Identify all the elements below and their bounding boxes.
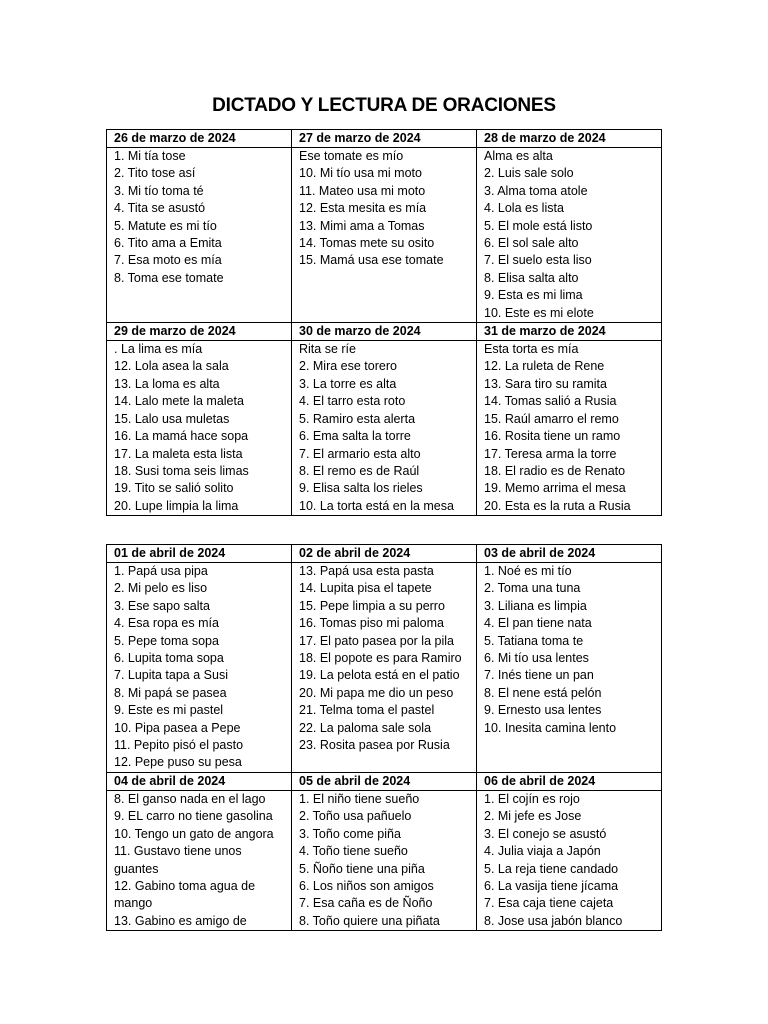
sentence-cell xyxy=(292,790,477,930)
sentence-line: 9. Esta es mi lima xyxy=(484,288,583,303)
sentence-line: 3. El conejo se asustó xyxy=(484,826,607,841)
date-header: 28 de marzo de 2024 xyxy=(477,130,662,148)
table-header-row xyxy=(107,772,662,790)
sentence-line: 6. Los niños son amigos xyxy=(299,878,434,893)
sentence-line: 4. Lola es lista xyxy=(484,201,564,216)
sentence-line: 6. Ema salta la torre xyxy=(299,429,411,444)
table-header-row xyxy=(107,323,662,341)
sentence-cell xyxy=(477,148,662,323)
sentence-line: 6. Lupita toma sopa xyxy=(114,651,224,666)
sentence-row xyxy=(107,148,662,323)
sentence-line: 16. Rosita tiene un ramo xyxy=(484,429,621,444)
sentence-line: 1. El cojín es rojo xyxy=(484,791,580,806)
sentence-line: 6. Tito ama a Emita xyxy=(114,236,222,251)
sentence-line: 7. Esa caña es de Ñoño xyxy=(299,896,433,911)
sentence-line: 19. La pelota está en el patio xyxy=(299,668,460,683)
sentence-line: 12. Gabino toma agua de mango xyxy=(114,878,256,911)
sentence-line: 8. Toño quiere una piñata xyxy=(299,913,440,928)
sentence-line: 15. Lalo usa muletas xyxy=(114,411,230,426)
sentence-cell xyxy=(477,790,662,930)
sentence-line: 20. Esta es la ruta a Rusia xyxy=(484,498,631,513)
sentence-line: 10. Pipa pasea a Pepe xyxy=(114,720,241,735)
dictation-table-march xyxy=(106,129,662,516)
sentence-line: 5. Matute es mi tío xyxy=(114,218,217,233)
sentence-line: 15. Pepe limpia a su perro xyxy=(299,598,445,613)
sentence-line: 4. Toño tiene sueño xyxy=(299,844,408,859)
sentence-row xyxy=(107,341,662,516)
sentence-line: 20. Lupe limpia la lima xyxy=(114,498,239,513)
sentence-line: 6. Mi tío usa lentes xyxy=(484,651,589,666)
sentence-line: 18. El radio es de Renato xyxy=(484,463,626,478)
date-header: 05 de abril de 2024 xyxy=(292,772,477,790)
sentence-line: Esta torta es mía xyxy=(484,342,579,357)
sentence-line: 7. Inés tiene un pan xyxy=(484,668,594,683)
sentence-line: 8. Toma ese tomate xyxy=(114,270,224,285)
sentence-row xyxy=(107,563,662,773)
sentence-line: 2. Mira ese torero xyxy=(299,359,397,374)
sentence-line: 5. Ramiro esta alerta xyxy=(299,411,416,426)
sentence-line: 9. Elisa salta los rieles xyxy=(299,481,423,496)
sentence-cell xyxy=(477,563,662,773)
sentence-line: 8. Elisa salta alto xyxy=(484,270,579,285)
sentence-line: 5. Ñoño tiene una piña xyxy=(299,861,425,876)
sentence-line: 7. Esa caja tiene cajeta xyxy=(484,896,614,911)
sentence-line: 11. Mateo usa mi moto xyxy=(299,183,426,198)
sentence-line: 12. Pepe puso su pesa xyxy=(114,755,242,770)
sentence-cell xyxy=(477,341,662,516)
sentence-line: 18. El popote es para Ramiro xyxy=(299,651,462,666)
sentence-line: 12. Lola asea la sala xyxy=(114,359,229,374)
sentence-line: 14. Tomas salió a Rusia xyxy=(484,394,617,409)
sentence-line: 3. Liliana es limpia xyxy=(484,598,587,613)
sentence-line: 3. La torre es alta xyxy=(299,376,397,391)
sentence-line: 3. Ese sapo salta xyxy=(114,598,210,613)
sentence-line: 7. El armario esta alto xyxy=(299,446,421,461)
sentence-line: 23. Rosita pasea por Rusia xyxy=(299,738,450,753)
date-header: 04 de abril de 2024 xyxy=(107,772,292,790)
sentence-line: 11. Gustavo tiene unos guantes xyxy=(114,844,242,876)
date-header: 29 de marzo de 2024 xyxy=(107,323,292,341)
sentence-line: 9. EL carro no tiene gasolina xyxy=(114,809,273,824)
sentence-line: 8. El nene está pelón xyxy=(484,685,602,700)
date-header: 02 de abril de 2024 xyxy=(292,545,477,563)
date-header: 26 de marzo de 2024 xyxy=(107,130,292,148)
sentence-cell xyxy=(292,148,477,323)
table-header-row xyxy=(107,545,662,563)
sentence-line: 4. El pan tiene nata xyxy=(484,616,592,631)
date-header: 06 de abril de 2024 xyxy=(477,772,662,790)
sentence-line: 17. La maleta esta lista xyxy=(114,446,243,461)
sentence-cell xyxy=(107,790,292,930)
sentence-line: 13. Mimi ama a Tomas xyxy=(299,218,425,233)
sentence-line: 2. Luis sale solo xyxy=(484,166,574,181)
sentence-line: 22. La paloma sale sola xyxy=(299,720,432,735)
date-header: 30 de marzo de 2024 xyxy=(292,323,477,341)
sentence-line: 1. Mi tía tose xyxy=(114,149,186,163)
sentence-row xyxy=(107,790,662,930)
sentence-line: 8. Jose usa jabón blanco xyxy=(484,913,623,928)
sentence-line: 9. Este es mi pastel xyxy=(114,703,224,718)
sentence-line: Ese tomate es mío xyxy=(299,149,404,163)
sentence-line: 9. Ernesto usa lentes xyxy=(484,703,602,718)
document-title: DICTADO Y LECTURA DE ORACIONES xyxy=(212,95,556,116)
sentence-line: 17. Teresa arma la torre xyxy=(484,446,617,461)
sentence-line: 5. El mole está listo xyxy=(484,218,593,233)
sentence-line: 10. Tengo un gato de angora xyxy=(114,826,274,841)
sentence-line: 5. Pepe toma sopa xyxy=(114,633,219,648)
table-header-row xyxy=(107,130,662,148)
date-header: 27 de marzo de 2024 xyxy=(292,130,477,148)
sentence-line: Alma es alta xyxy=(484,149,553,163)
sentence-line: 19. Tito se salió solito xyxy=(114,481,234,496)
sentence-line: 3. Mi tío toma té xyxy=(114,183,204,198)
sentence-line: 10. Este es mi elote xyxy=(484,305,594,320)
sentence-line: 12. La ruleta de Rene xyxy=(484,359,605,374)
sentence-line: 17. El pato pasea por la pila xyxy=(299,633,454,648)
date-header: 01 de abril de 2024 xyxy=(107,545,292,563)
sentence-line: 7. El suelo esta liso xyxy=(484,253,592,268)
sentence-line: 1. Noé es mi tío xyxy=(484,564,572,578)
sentence-line: 13. Gabino es amigo de xyxy=(114,913,247,928)
sentence-line: 2. Mi pelo es liso xyxy=(114,581,208,596)
sentence-line: 7. Esa moto es mía xyxy=(114,253,222,268)
sentence-cell xyxy=(292,563,477,773)
sentence-line: 4. Julia viaja a Japón xyxy=(484,844,601,859)
sentence-line: 5. Tatiana toma te xyxy=(484,633,584,648)
sentence-line: 15. Mamá usa ese tomate xyxy=(299,253,444,268)
sentence-line: 15. Raúl amarro el remo xyxy=(484,411,619,426)
sentence-line: 1. El niño tiene sueño xyxy=(299,791,420,806)
sentence-line: 21. Telma toma el pastel xyxy=(299,703,435,718)
sentence-line: 14. Lalo mete la maleta xyxy=(114,394,244,409)
sentence-line: 13. Papá usa esta pasta xyxy=(299,564,434,578)
sentence-line: 12. Esta mesita es mía xyxy=(299,201,427,216)
sentence-line: 14. Lupita pisa el tapete xyxy=(299,581,432,596)
sentence-line: 8. Mi papá se pasea xyxy=(114,685,227,700)
sentence-line: 6. El sol sale alto xyxy=(484,236,579,251)
sentence-line: 8. El remo es de Raúl xyxy=(299,463,420,478)
sentence-line: 14. Tomas mete su osito xyxy=(299,236,435,251)
sentence-line: Rita se ríe xyxy=(299,342,356,357)
sentence-line: 1. Papá usa pipa xyxy=(114,564,208,578)
sentence-line: 4. Tita se asustó xyxy=(114,201,206,216)
sentence-line: 20. Mi papa me dio un peso xyxy=(299,685,454,700)
sentence-line: 2. Mi jefe es Jose xyxy=(484,809,582,824)
sentence-line: 13. La loma es alta xyxy=(114,376,220,391)
sentence-line: 2. Toma una tuna xyxy=(484,581,581,596)
sentence-line: 2. Toño usa pañuelo xyxy=(299,809,412,824)
sentence-line: 13. Sara tiro su ramita xyxy=(484,376,607,391)
dictation-table-april xyxy=(106,544,662,931)
sentence-line: 5. La reja tiene candado xyxy=(484,861,619,876)
sentence-cell xyxy=(107,148,292,323)
sentence-line: 6. La vasija tiene jícama xyxy=(484,878,619,893)
sentence-line: . La lima es mía xyxy=(114,342,203,357)
sentence-cell xyxy=(292,341,477,516)
sentence-cell xyxy=(107,341,292,516)
sentence-line: 10. Inesita camina lento xyxy=(484,720,617,735)
sentence-line: 3. Alma toma atole xyxy=(484,183,588,198)
sentence-line: 4. Esa ropa es mía xyxy=(114,616,219,631)
sentence-line: 19. Memo arrima el mesa xyxy=(484,481,626,496)
sentence-line: 10. Mi tío usa mi moto xyxy=(299,166,422,181)
sentence-line: 8. El ganso nada en el lago xyxy=(114,791,266,806)
sentence-cell xyxy=(107,563,292,773)
sentence-line: 11. Pepito pisó el pasto xyxy=(114,738,244,753)
date-header: 31 de marzo de 2024 xyxy=(477,323,662,341)
sentence-line: 10. La torta está en la mesa xyxy=(299,498,454,513)
sentence-line: 18. Susi toma seis limas xyxy=(114,463,249,478)
sentence-line: 2. Tito tose así xyxy=(114,166,196,181)
sentence-line: 4. El tarro esta roto xyxy=(299,394,406,409)
sentence-line: 16. Tomas piso mi paloma xyxy=(299,616,444,631)
sentence-line: 7. Lupita tapa a Susi xyxy=(114,668,228,683)
sentence-line: 3. Toño come piña xyxy=(299,826,401,841)
date-header: 03 de abril de 2024 xyxy=(477,545,662,563)
sentence-line: 16. La mamá hace sopa xyxy=(114,429,249,444)
